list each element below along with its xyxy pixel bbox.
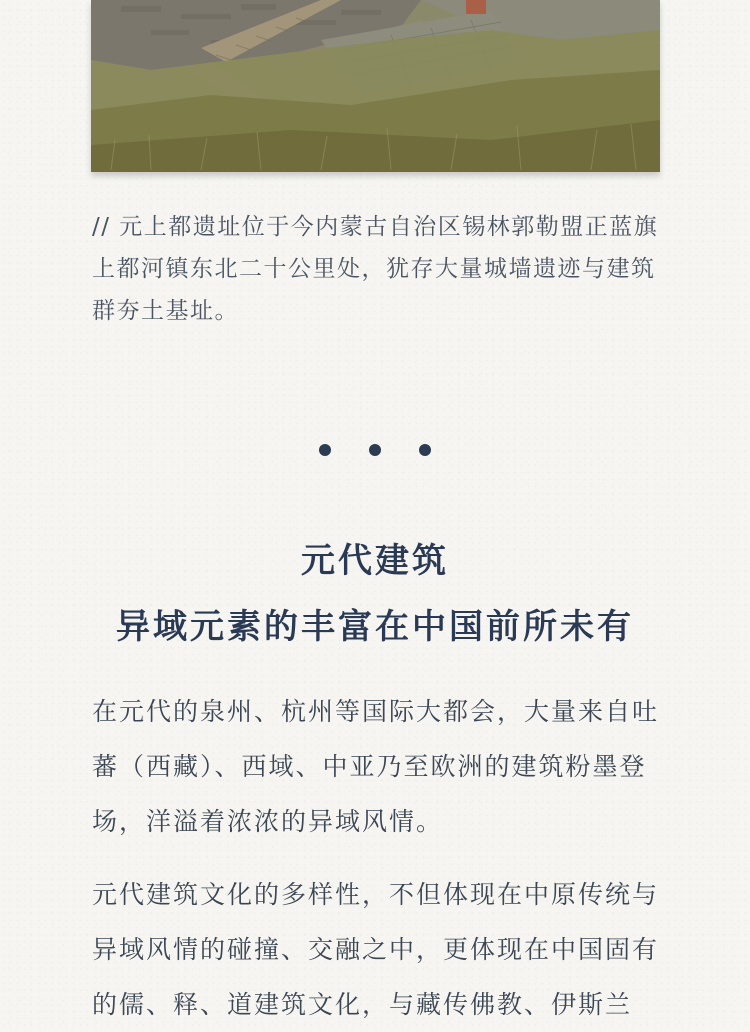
- body-paragraph-1: 在元代的泉州、杭州等国际大都会，大量来自吐蕃（西藏）、西域、中亚乃至欧洲的建筑粉墨登场，洋溢着浓浓的异域风情。: [92, 697, 660, 836]
- section-subtitle: 异域元素的丰富在中国前所未有: [116, 607, 634, 647]
- divider-dot: [419, 444, 431, 456]
- photo-caption: // 元上都遗址位于今内蒙古自治区锡林郭勒盟正蓝旗上都河镇东北二十公里处，犹存大量城墙遗迹与建筑群夯土基址。: [92, 214, 659, 324]
- section-divider: [0, 444, 750, 458]
- section-title: 元代建筑: [301, 541, 449, 581]
- divider-dot: [369, 444, 381, 456]
- body-paragraph-2: 元代建筑文化的多样性，不但体现在中原传统与异域风情的碰撞、交融之中，更体现在中国固有的儒、释、道建筑文化，与藏传佛教、伊斯兰: [92, 880, 660, 1019]
- divider-dot: [319, 444, 331, 456]
- section-heading: [0, 528, 750, 660]
- ruins-landscape-image: [91, 0, 660, 172]
- site-photo: [91, 0, 660, 172]
